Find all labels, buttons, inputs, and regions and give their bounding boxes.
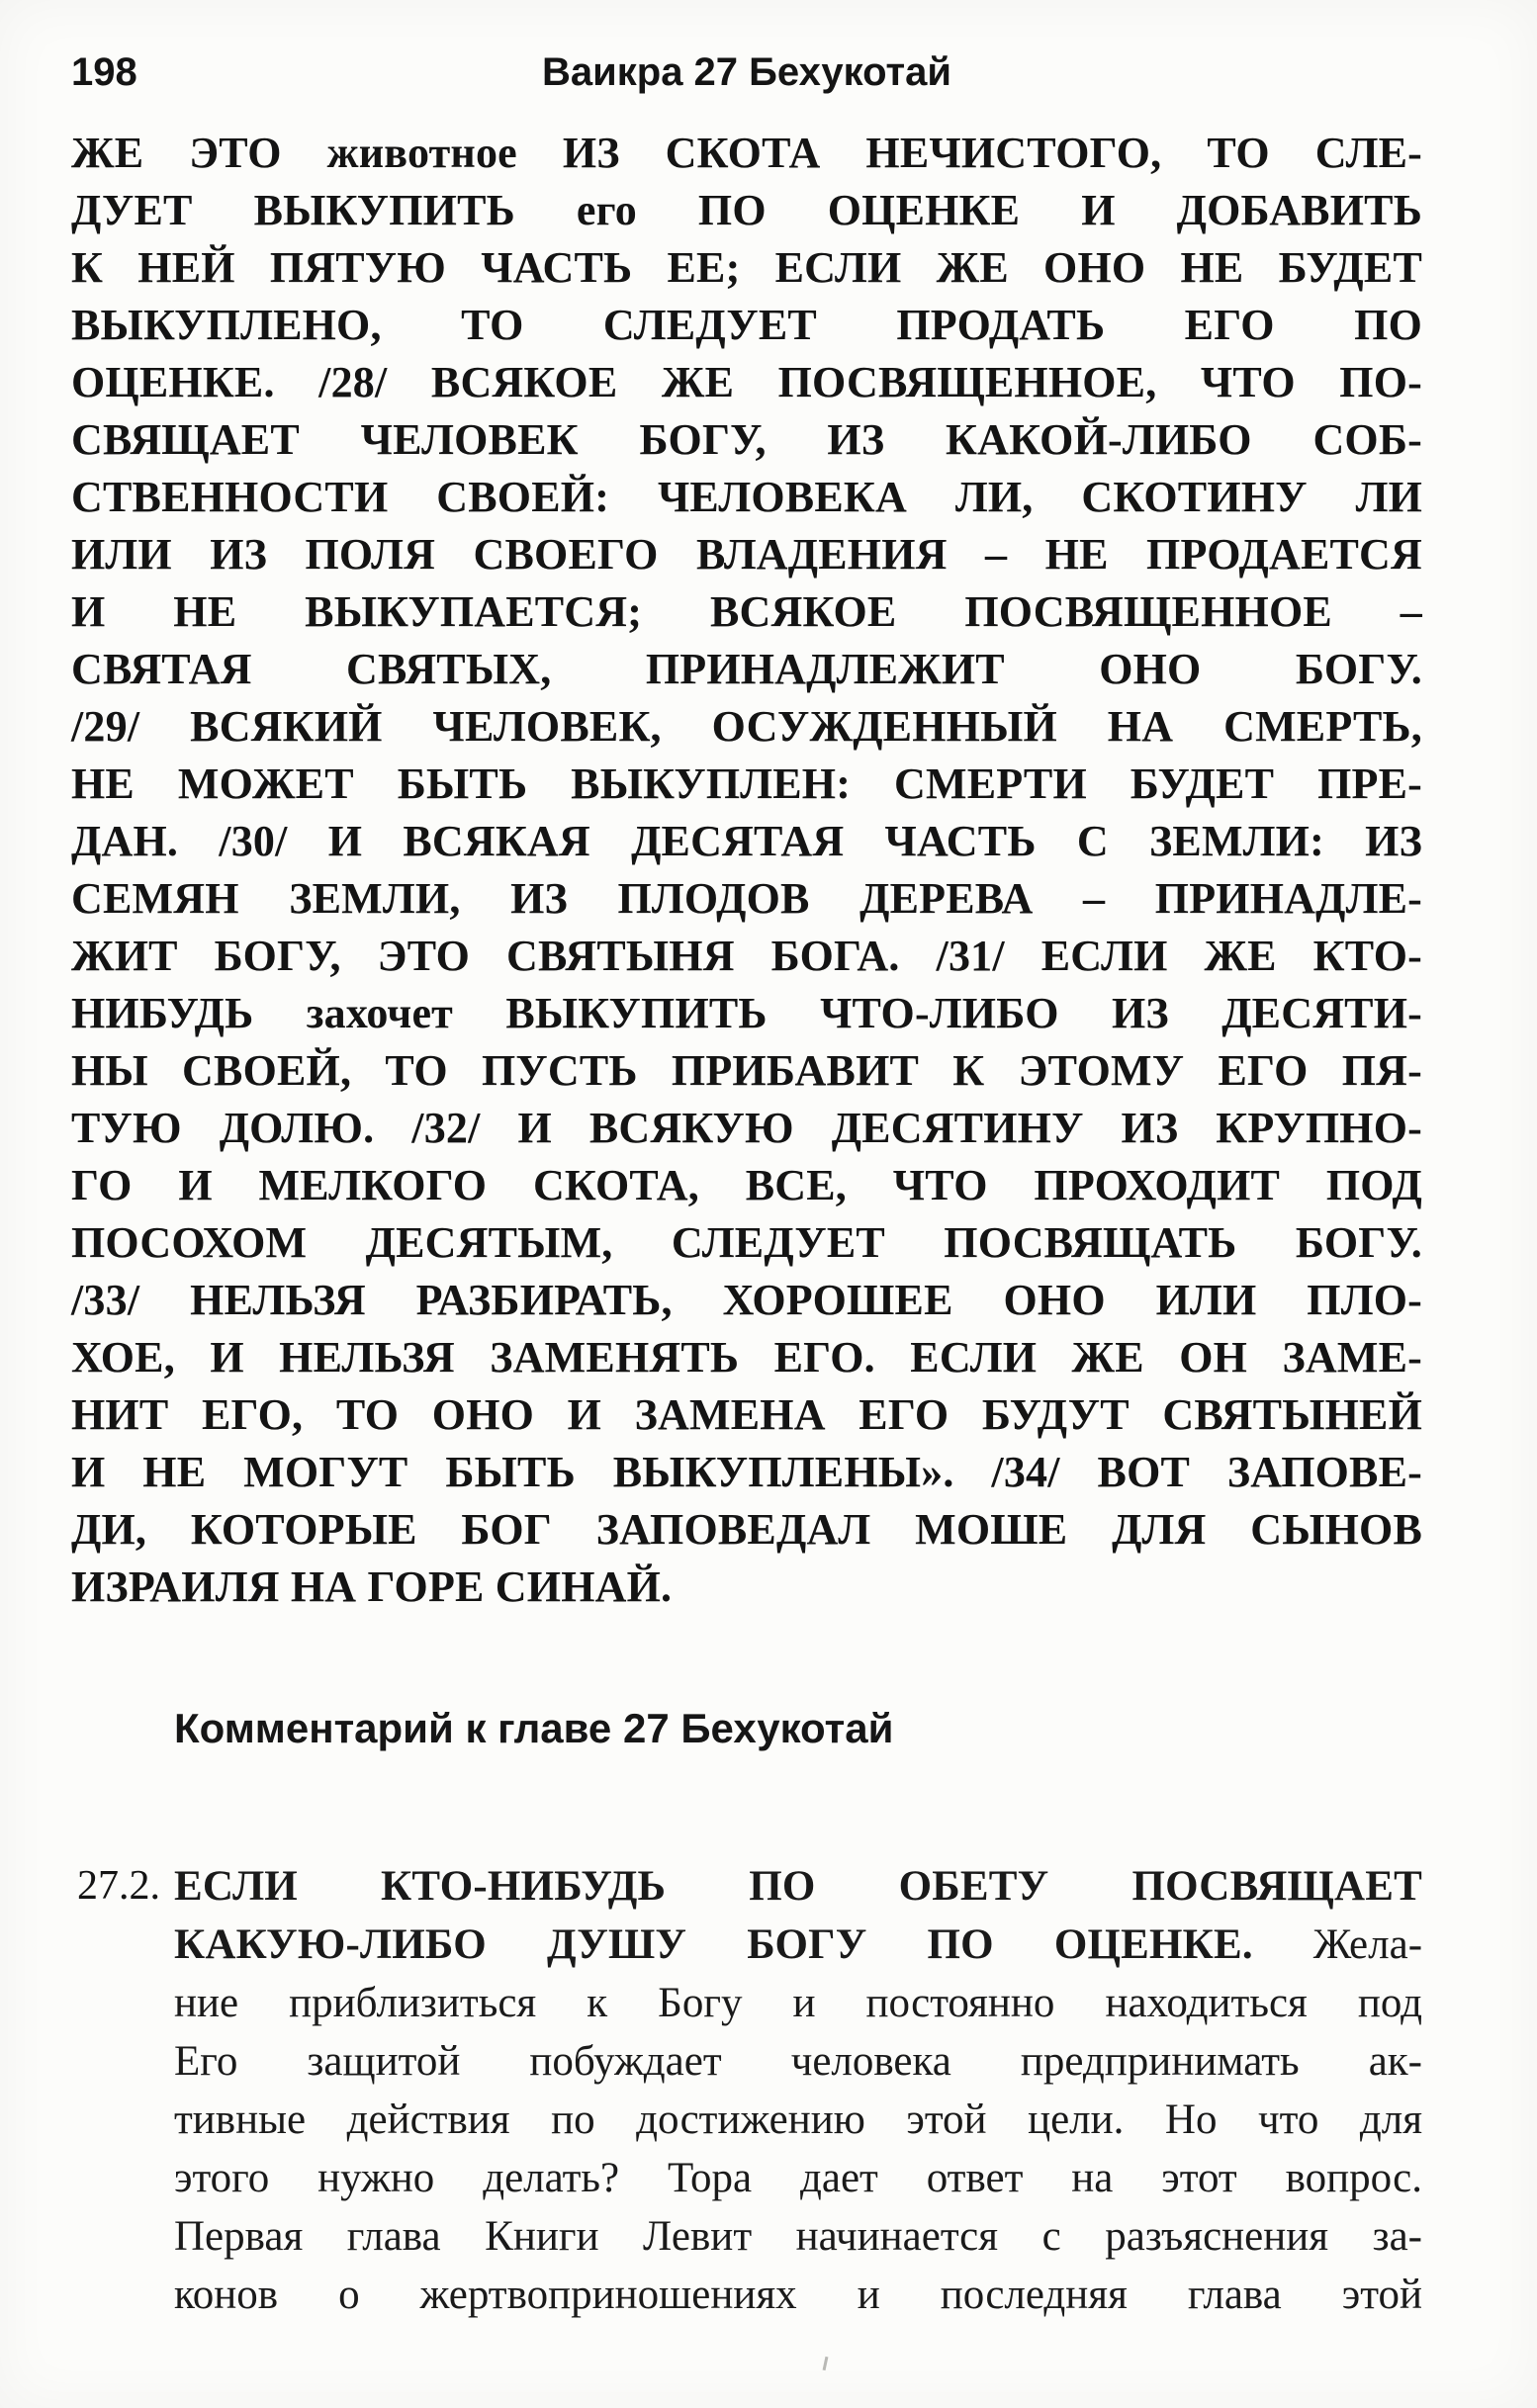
commentary-line [174,2032,1422,2091]
torah-line: /33/ НЕЛЬЗЯ РАЗБИРАТЬ, ХОРОШЕЕ ОНО ИЛИ ПЛО- [71,1276,1422,1324]
commentary-line [174,2207,1422,2266]
commentary-entry-number: 27.2. [77,1863,160,1909]
torah-line: ДАН. /30/ И ВСЯКАЯ ДЕСЯТАЯ ЧАСТЬ С ЗЕМЛИ: ИЗ [71,817,1422,865]
commentary-line [174,1974,1422,2032]
commentary-line [174,1916,1422,1974]
chapter-header-title: Ваикра 27 Бехукотай [542,50,951,94]
torah-line: НЕ МОЖЕТ БЫТЬ ВЫКУПЛЕН: СМЕРТИ БУДЕТ ПРЕ- [71,759,1422,808]
commentary-entry [71,1857,1422,2324]
commentary-bold-segment: КАКУЮ-ЛИБО ДУШУ БОГУ ПО ОЦЕНКЕ. [174,1921,1253,1968]
torah-line: НИБУДЬ захочет ВЫКУПИТЬ ЧТО-ЛИБО ИЗ ДЕСЯТИ- [71,989,1422,1037]
torah-line: СВЯЩАЕТ ЧЕЛОВЕК БОГУ, ИЗ КАКОЙ-ЛИБО СОБ- [71,415,1422,464]
commentary-bold-segment: ЕСЛИ КТО-НИБУДЬ ПО ОБЕТУ ПОСВЯЩАЕТ [174,1863,1422,1910]
torah-line: СТВЕННОСТИ СВОЕЙ: ЧЕЛОВЕКА ЛИ, СКОТИНУ ЛИ [71,473,1422,521]
commentary-line [174,1857,1422,1916]
torah-line: ПОСОХОМ ДЕСЯТЫМ, СЛЕДУЕТ ПОСВЯЩАТЬ БОГУ. [71,1218,1422,1267]
torah-line: ОЦЕНКЕ. /28/ ВСЯКОЕ ЖЕ ПОСВЯЩЕННОЕ, ЧТО ПО- [71,358,1422,406]
commentary-text-segment: Его защитой побуждает человека предпринимать ак- [174,2038,1422,2085]
torah-line: ЖЕ ЭТО животное ИЗ СКОТА НЕЧИСТОГО, ТО СЛЕ- [71,129,1422,177]
commentary-text-segment: тивные действия по достижению этой цели. Но что для [174,2096,1422,2143]
torah-line: ДИ, КОТОРЫЕ БОГ ЗАПОВЕДАЛ МОШЕ ДЛЯ СЫНОВ [71,1505,1422,1554]
page-header [71,49,1422,95]
commentary-line [174,2266,1422,2324]
commentary-line [174,2149,1422,2207]
torah-line: И НЕ МОГУТ БЫТЬ ВЫКУПЛЕНЫ». /34/ ВОТ ЗАПОВЕ- [71,1448,1422,1496]
torah-line: НЫ СВОЕЙ, ТО ПУСТЬ ПРИБАВИТ К ЭТОМУ ЕГО ПЯ- [71,1046,1422,1095]
torah-line: ГО И МЕЛКОГО СКОТА, ВСЕ, ЧТО ПРОХОДИТ ПОД [71,1161,1422,1209]
commentary-text-segment: конов о жертвоприношениях и последняя глава этой [174,2272,1422,2318]
torah-line: /29/ ВСЯКИЙ ЧЕЛОВЕК, ОСУЖДЕННЫЙ НА СМЕРТЬ, [71,702,1422,751]
torah-line: СЕМЯН ЗЕМЛИ, ИЗ ПЛОДОВ ДЕРЕВА – ПРИНАДЛЕ- [71,874,1422,923]
commentary-text-segment: Первая глава Книги Левит начинается с разъяснения за- [174,2213,1422,2260]
torah-line: ХОЕ, И НЕЛЬЗЯ ЗАМЕНЯТЬ ЕГО. ЕСЛИ ЖЕ ОН ЗАМЕ- [71,1333,1422,1382]
torah-line: ИЗРАИЛЯ НА ГОРЕ СИНАЙ. [71,1562,673,1611]
commentary-text-segment: ние приблизиться к Богу и постоянно находиться под [174,1980,1422,2026]
torah-line: ВЫКУПЛЕНО, ТО СЛЕДУЕТ ПРОДАТЬ ЕГО ПО [71,301,1422,349]
torah-line: НИТ ЕГО, ТО ОНО И ЗАМЕНА ЕГО БУДУТ СВЯТЫНЕЙ [71,1390,1422,1439]
page-number: 198 [71,50,137,94]
torah-line: СВЯТАЯ СВЯТЫХ, ПРИНАДЛЕЖИТ ОНО БОГУ. [71,645,1422,693]
commentary-text-block [174,1857,1422,2324]
torah-line: ДУЕТ ВЫКУПИТЬ его ПО ОЦЕНКЕ И ДОБАВИТЬ [71,186,1422,234]
torah-line: ИЛИ ИЗ ПОЛЯ СВОЕГО ВЛАДЕНИЯ – НЕ ПРОДАЕТСЯ [71,530,1422,579]
scan-artifact [823,2357,829,2370]
torah-text-block [71,125,1422,1616]
torah-line: ЖИТ БОГУ, ЭТО СВЯТЫНЯ БОГА. /31/ ЕСЛИ ЖЕ КТО- [71,932,1422,980]
torah-line: И НЕ ВЫКУПАЕТСЯ; ВСЯКОЕ ПОСВЯЩЕННОЕ – [71,587,1422,636]
commentary-text-segment: Жела- [1252,1921,1423,1968]
torah-line: ТУЮ ДОЛЮ. /32/ И ВСЯКУЮ ДЕСЯТИНУ ИЗ КРУПНО- [71,1104,1422,1152]
commentary-heading: Комментарий к главе 27 Бехукотай [174,1705,894,1751]
commentary-line [174,2091,1422,2149]
commentary-text-segment: этого нужно делать? Тора дает ответ на этот вопрос. [174,2155,1422,2201]
torah-line: К НЕЙ ПЯТУЮ ЧАСТЬ ЕЕ; ЕСЛИ ЖЕ ОНО НЕ БУДЕТ [71,243,1422,292]
